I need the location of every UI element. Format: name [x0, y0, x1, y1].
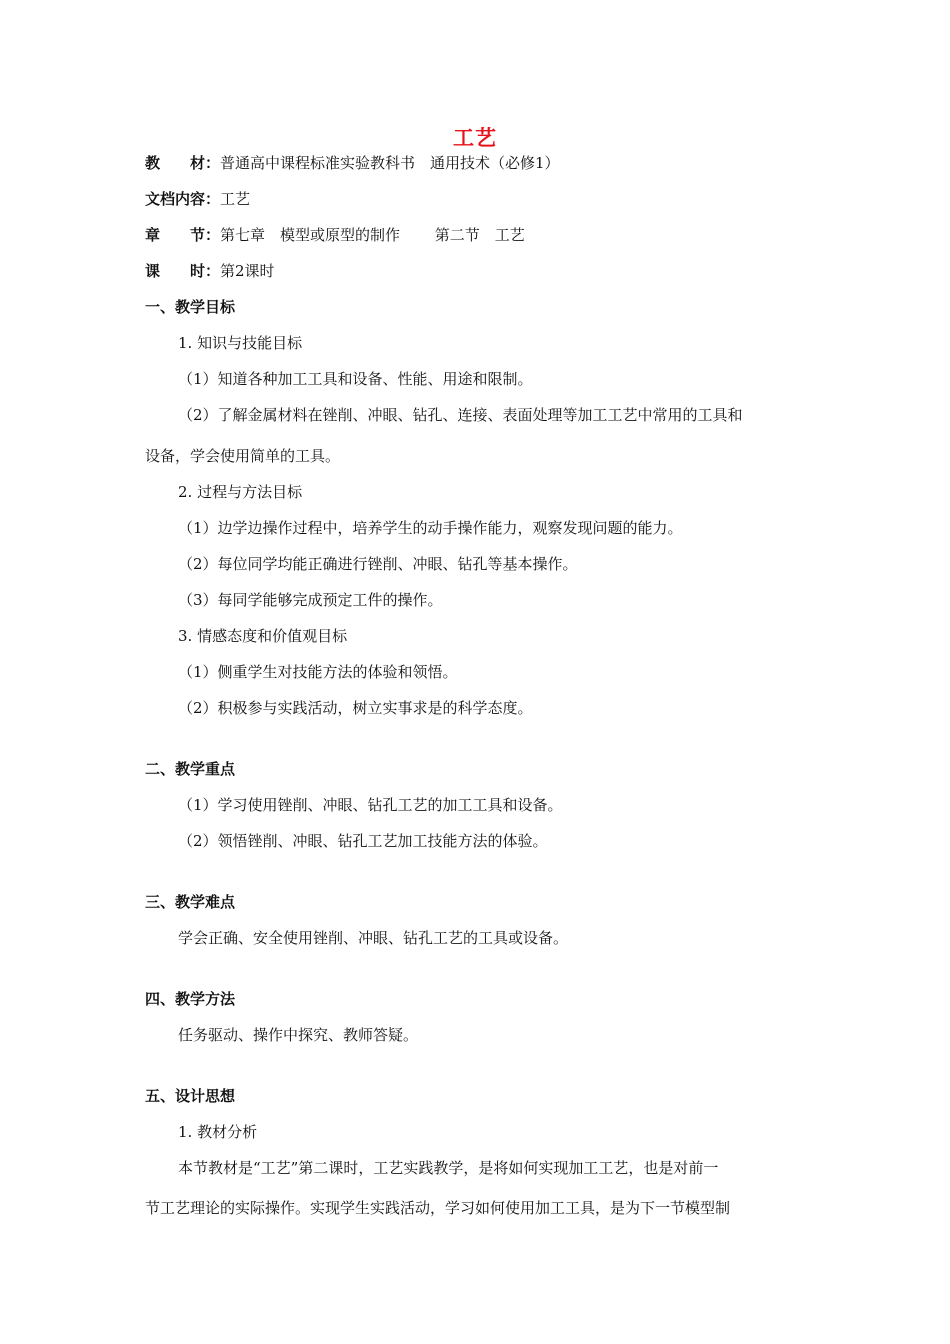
list-item: （1）边学边操作过程中，培养学生的动手操作能力，观察发现问题的能力。 [178, 519, 683, 537]
list-item-continuation: 设备，学会使用简单的工具。 [145, 447, 341, 465]
section-heading-difficulties: 三、教学难点 [145, 893, 236, 911]
meta-period [145, 260, 275, 282]
list-item: （2）领悟锉削、冲眼、钻孔工艺加工技能方法的体验。 [178, 832, 548, 850]
meta-chapter-value: 第七章 模型或原型的制作 第二节 工艺 [220, 226, 525, 244]
meta-textbook-value: 普通高中课程标准实验教科书 通用技术（必修1） [220, 154, 560, 172]
meta-textbook-label: 教 材： [145, 154, 221, 172]
list-item: （1）侧重学生对技能方法的体验和领悟。 [178, 663, 458, 681]
meta-content-value: 工艺 [220, 190, 251, 208]
section-heading-key-points: 二、教学重点 [145, 760, 236, 778]
paragraph: 任务驱动、操作中探究、教师答疑。 [178, 1026, 419, 1044]
subsection-knowledge-skills: 1. 知识与技能目标 [178, 334, 303, 352]
meta-content-label: 文档内容： [145, 190, 221, 208]
subsection-attitudes-values: 3. 情感态度和价值观目标 [178, 627, 348, 645]
list-item: （3）每同学能够完成预定工件的操作。 [178, 591, 443, 609]
meta-chapter-label: 章 节： [145, 226, 221, 244]
paragraph-continuation: 节工艺理论的实际操作。实现学生实践活动，学习如何使用加工工具，是为下一节模型制 [145, 1199, 731, 1217]
subsection-process-methods: 2. 过程与方法目标 [178, 483, 303, 501]
subsection-textbook-analysis: 1. 教材分析 [178, 1123, 258, 1141]
paragraph: 本节教材是“工艺”第二课时，工艺实践教学，是将如何实现加工工艺，也是对前一 [178, 1159, 719, 1177]
meta-period-label: 课 时： [145, 262, 221, 280]
list-item: （2）每位同学均能正确进行锉削、冲眼、钻孔等基本操作。 [178, 555, 578, 573]
section-heading-methods: 四、教学方法 [145, 990, 236, 1008]
list-item: （1）知道各种加工工具和设备、性能、用途和限制。 [178, 370, 533, 388]
section-heading-design: 五、设计思想 [145, 1087, 236, 1105]
list-item: （2）了解金属材料在锉削、冲眼、钻孔、连接、表面处理等加工工艺中常用的工具和 [178, 406, 743, 424]
meta-textbook [145, 152, 560, 174]
meta-chapter [145, 224, 525, 246]
section-heading-objectives: 一、教学目标 [145, 298, 236, 316]
meta-content [145, 188, 250, 210]
document-title: 工艺 [453, 125, 497, 150]
meta-period-value: 第2课时 [220, 262, 275, 280]
list-item: （1）学习使用锉削、冲眼、钻孔工艺的加工工具和设备。 [178, 796, 563, 814]
list-item: （2）积极参与实践活动，树立实事求是的科学态度。 [178, 699, 533, 717]
paragraph: 学会正确、安全使用锉削、冲眼、钻孔工艺的工具或设备。 [178, 929, 569, 947]
